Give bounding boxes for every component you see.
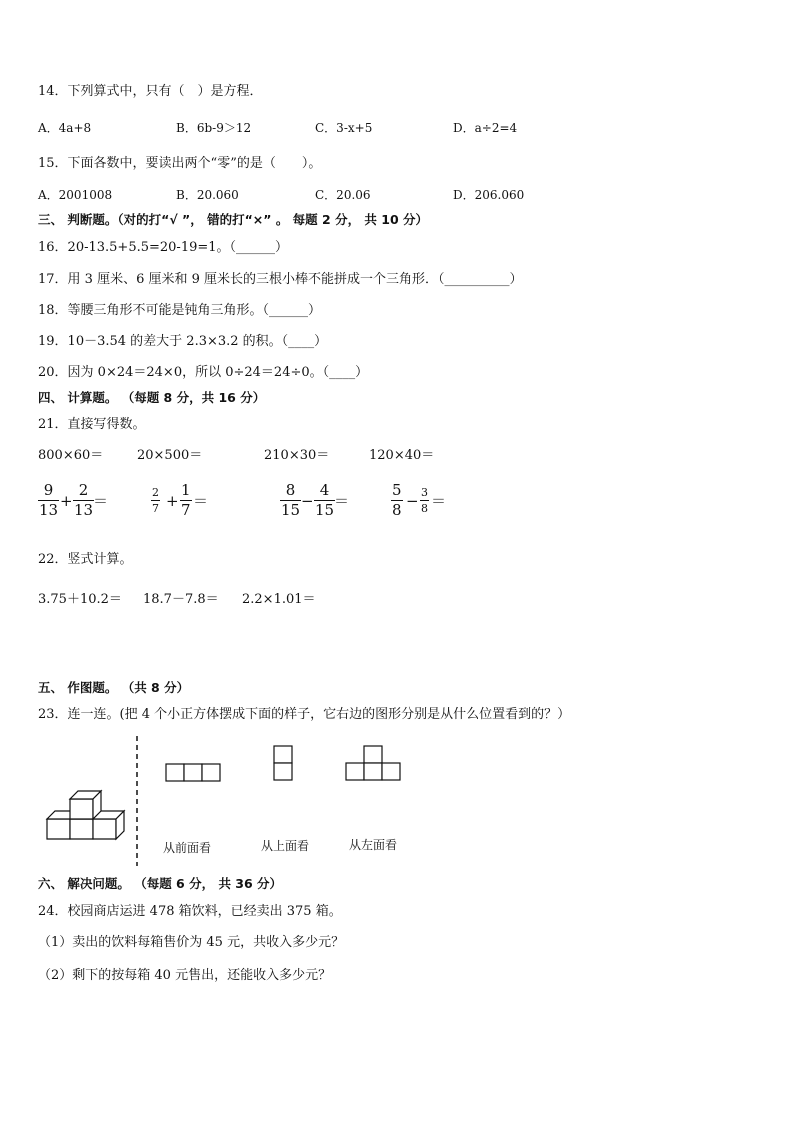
fraction-2a <box>151 487 160 514</box>
q14-option-c: C．3-x+5 <box>315 121 373 135</box>
q15-option-d: D．206.060 <box>453 188 525 202</box>
vertical-calc-2: 18.7－7.8＝ <box>143 592 219 607</box>
label-top-view: 从上面看 <box>261 839 310 853</box>
question-24-sub-1: （1）卖出的饮料每箱售价为 45 元，共收入多少元？ <box>38 935 345 950</box>
label-left-view: 从左面看 <box>349 838 398 852</box>
question-24-sub-2: （2）剩下的按每箱 40 元售出，还能收入多少元？ <box>38 968 332 983</box>
fraction-1b <box>73 483 94 518</box>
question-23-stem: 23．连一连。(把 4 个小正方体摆成下面的样子，它右边的图形分别是从什么位置看到的？） <box>38 707 571 722</box>
plus-operator: + <box>60 492 73 510</box>
fraction-3a <box>280 483 301 518</box>
fraction-denominator: 15 <box>315 501 335 519</box>
equals-sign: ＝ <box>193 492 209 510</box>
fraction-numerator: 9 <box>43 481 54 499</box>
fraction-3b <box>314 483 335 518</box>
question-22-stem: 22．竖式计算。 <box>38 552 133 567</box>
section-5-title: 五、 作图题。 （共 8 分） <box>38 680 190 695</box>
q15-option-c: C．20.06 <box>315 188 371 202</box>
fraction-numerator: 3 <box>421 486 428 499</box>
fraction-4b <box>420 487 429 514</box>
question-16: 16．20-13.5+5.5=20-19=1。（______） <box>38 240 289 255</box>
fraction-denominator: 8 <box>421 502 428 515</box>
section-3-title: 三、 判断题。（对的打“√ ”， 错的打“×” 。 每题 2 分， 共 10 分） <box>38 212 429 227</box>
fraction-denominator: 7 <box>152 502 159 515</box>
vertical-calc-3: 2.2×1.01＝ <box>242 592 316 607</box>
q14-option-b: B．6b-9＞12 <box>176 121 252 135</box>
q15-option-a: A．2001008 <box>38 188 113 202</box>
question-24-stem: 24．校园商店运进 478 箱饮料，已经卖出 375 箱。 <box>38 904 342 919</box>
equals-sign: ＝ <box>431 492 447 510</box>
minus-operator: − <box>301 492 314 510</box>
q15-option-b: B．20.060 <box>176 188 239 202</box>
fraction-denominator: 8 <box>392 501 402 519</box>
equals-sign: ＝ <box>93 492 109 510</box>
question-14-stem: 14．下列算式中，只有（ ）是方程． <box>38 84 263 99</box>
cube-arrangement-figure <box>44 780 134 840</box>
equals-sign: ＝ <box>334 492 350 510</box>
section-4-title: 四、 计算题。 （每题 8 分，共 16 分） <box>38 390 266 405</box>
fraction-numerator: 2 <box>78 481 89 499</box>
label-front-view: 从前面看 <box>163 841 212 855</box>
fraction-1a <box>38 483 59 518</box>
fraction-denominator: 7 <box>181 501 191 519</box>
calc-item-1: 800×60＝ <box>38 448 104 463</box>
q14-option-a: A．4a+8 <box>38 121 92 135</box>
fraction-numerator: 1 <box>181 481 191 499</box>
dashed-divider <box>135 736 139 866</box>
calc-item-3: 210×30＝ <box>264 448 330 463</box>
question-21-stem: 21．直接写得数。 <box>38 417 146 432</box>
view-front-figure <box>165 763 221 783</box>
fraction-numerator: 5 <box>392 481 402 499</box>
fraction-numerator: 8 <box>285 481 296 499</box>
question-17: 17．用 3 厘米、6 厘米和 9 厘米长的三根小棒不能拼成一个三角形．（__________） <box>38 272 523 287</box>
calc-item-4: 120×40＝ <box>369 448 435 463</box>
fraction-denominator: 15 <box>281 501 301 519</box>
fraction-4a <box>391 483 403 518</box>
fraction-numerator: 2 <box>152 486 159 499</box>
fraction-denominator: 13 <box>39 501 59 519</box>
question-15-stem: 15．下面各数中，要读出两个“零”的是（ ）。 <box>38 156 322 171</box>
view-left-figure <box>345 745 403 783</box>
minus-operator: − <box>406 492 419 510</box>
calc-item-2: 20×500＝ <box>137 448 203 463</box>
plus-operator: + <box>166 492 179 510</box>
section-6-title: 六、 解决问题。 （每题 6 分， 共 36 分） <box>38 876 283 891</box>
fraction-denominator: 13 <box>74 501 94 519</box>
question-18: 18．等腰三角形不可能是钝角三角形。（______） <box>38 303 322 318</box>
q14-option-d: D．a÷2=4 <box>453 121 518 135</box>
fraction-2b <box>180 483 192 518</box>
question-19: 19．10－3.54 的差大于 2.3×3.2 的积。（____） <box>38 334 328 349</box>
fraction-numerator: 4 <box>319 481 330 499</box>
question-20: 20．因为 0×24＝24×0，所以 0÷24＝24÷0。（____） <box>38 365 369 380</box>
vertical-calc-1: 3.75＋10.2＝ <box>38 592 122 607</box>
view-top-figure <box>273 745 295 783</box>
